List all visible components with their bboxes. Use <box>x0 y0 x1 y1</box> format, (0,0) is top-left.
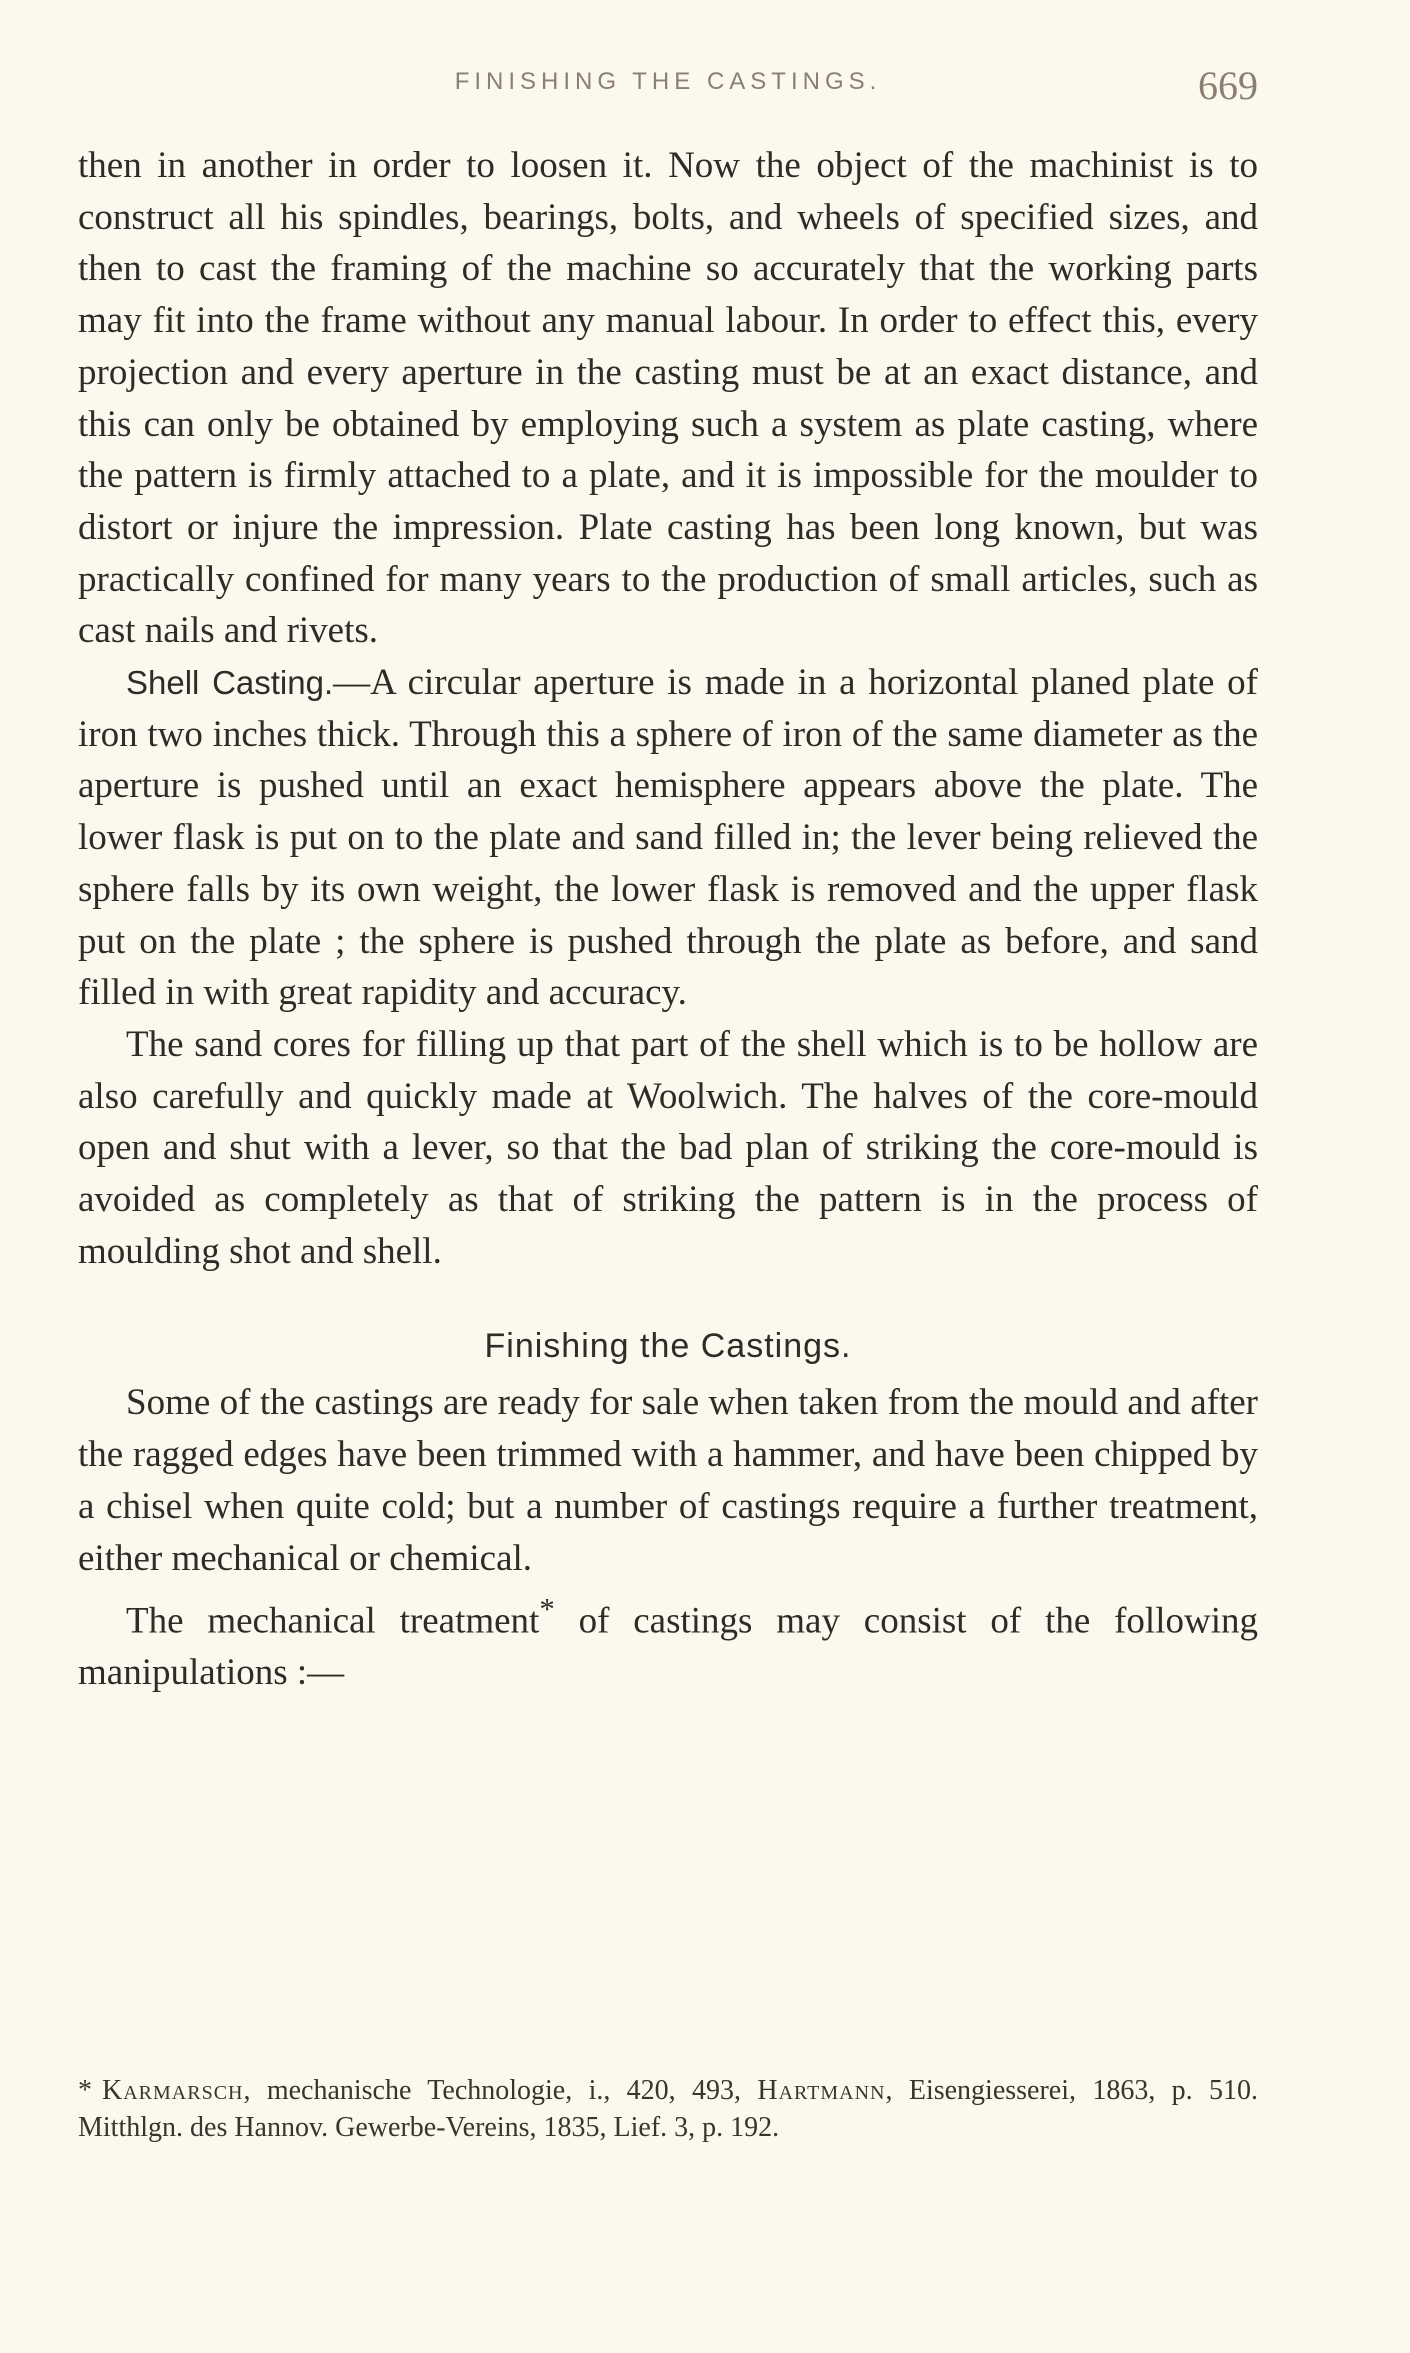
running-title: FINISHING THE CASTINGS. <box>454 68 882 95</box>
footnote-author: Karmarsch <box>102 2075 244 2106</box>
paragraph-mechanical-treatment <box>78 1584 1258 1699</box>
paragraph-text: of castings may consist of the following manipulations :— <box>78 1600 1258 1694</box>
footnote-mark: * <box>78 2075 92 2106</box>
page-number: 669 <box>1198 63 1258 108</box>
footnote-text: , Eisengiesserei, 1863, p. 510. Mitthlgn. des Hannov. Gewerbe-Vereins, 1835, Lief. 3, p. 192. <box>78 2075 1259 2143</box>
paragraph-finishing: Some of the castings are ready for sale when taken from the mould and after the ragged edges have been trimmed with a hammer, and have been chipped by a chisel when quite cold; but a number of castings require a further treatment, either mechanical or chemical. <box>78 1382 1258 1579</box>
paragraph-shell-casting <box>78 657 1258 1019</box>
run-in-heading: Shell Casting. <box>126 664 334 702</box>
footnote <box>78 2072 1258 2146</box>
body-text <box>78 140 1258 1699</box>
footnote-text: , mechanische Technologie, i., 420, 493, <box>243 2075 758 2106</box>
running-head <box>78 62 1258 112</box>
paragraph-text: —A circular aperture is made in a horizontal planed plate of iron two inches thick. Through this a sphere of iron of the same diameter as the aperture is pushed until an exact hemisphere appears above the plate. The lower flask is put on to the plate and sand filled in; the lever being relieved the sphere falls by its own weight, the lower flask is removed and the upper flask put on the plate ; the sphere is pushed through the plate as before, and sand filled in with great rapidity and accuracy. <box>78 662 1258 1014</box>
paragraph-sand-cores: The sand cores for filling up that part of the shell which is to be hollow are also carefully and quickly made at Woolwich. The halves of the core-mould open and shut with a lever, so that the bad plan of striking the core-mould is avoided as completely as that of striking the pattern is in the process of moulding shot and shell. <box>78 1023 1258 1272</box>
section-heading: Finishing the Castings. <box>484 1327 852 1366</box>
footnote-reference: * <box>539 1592 555 1627</box>
footnote-author: Hartmann <box>757 2075 886 2106</box>
paragraph-text: The mechanical treatment <box>126 1600 540 1642</box>
paragraph-continuation: then in another in order to loosen it. Now the object of the machinist is to construct all his spindles, bearings, bolts, and wheels of specified sizes, and then to cast the framing of the machine so accurately that the working parts may fit into the frame without any manual labour. In order to effect this, every projection and every aperture in the casting must be at an exact distance, and this can only be obtained by employing such a system as plate casting, where the pattern is firmly attached to a plate, and it is impossible for the moulder to distort or injure the impression. Plate casting has been long known, but was practically confined for many years to the production of small articles, such as cast nails and rivets. <box>78 145 1258 652</box>
